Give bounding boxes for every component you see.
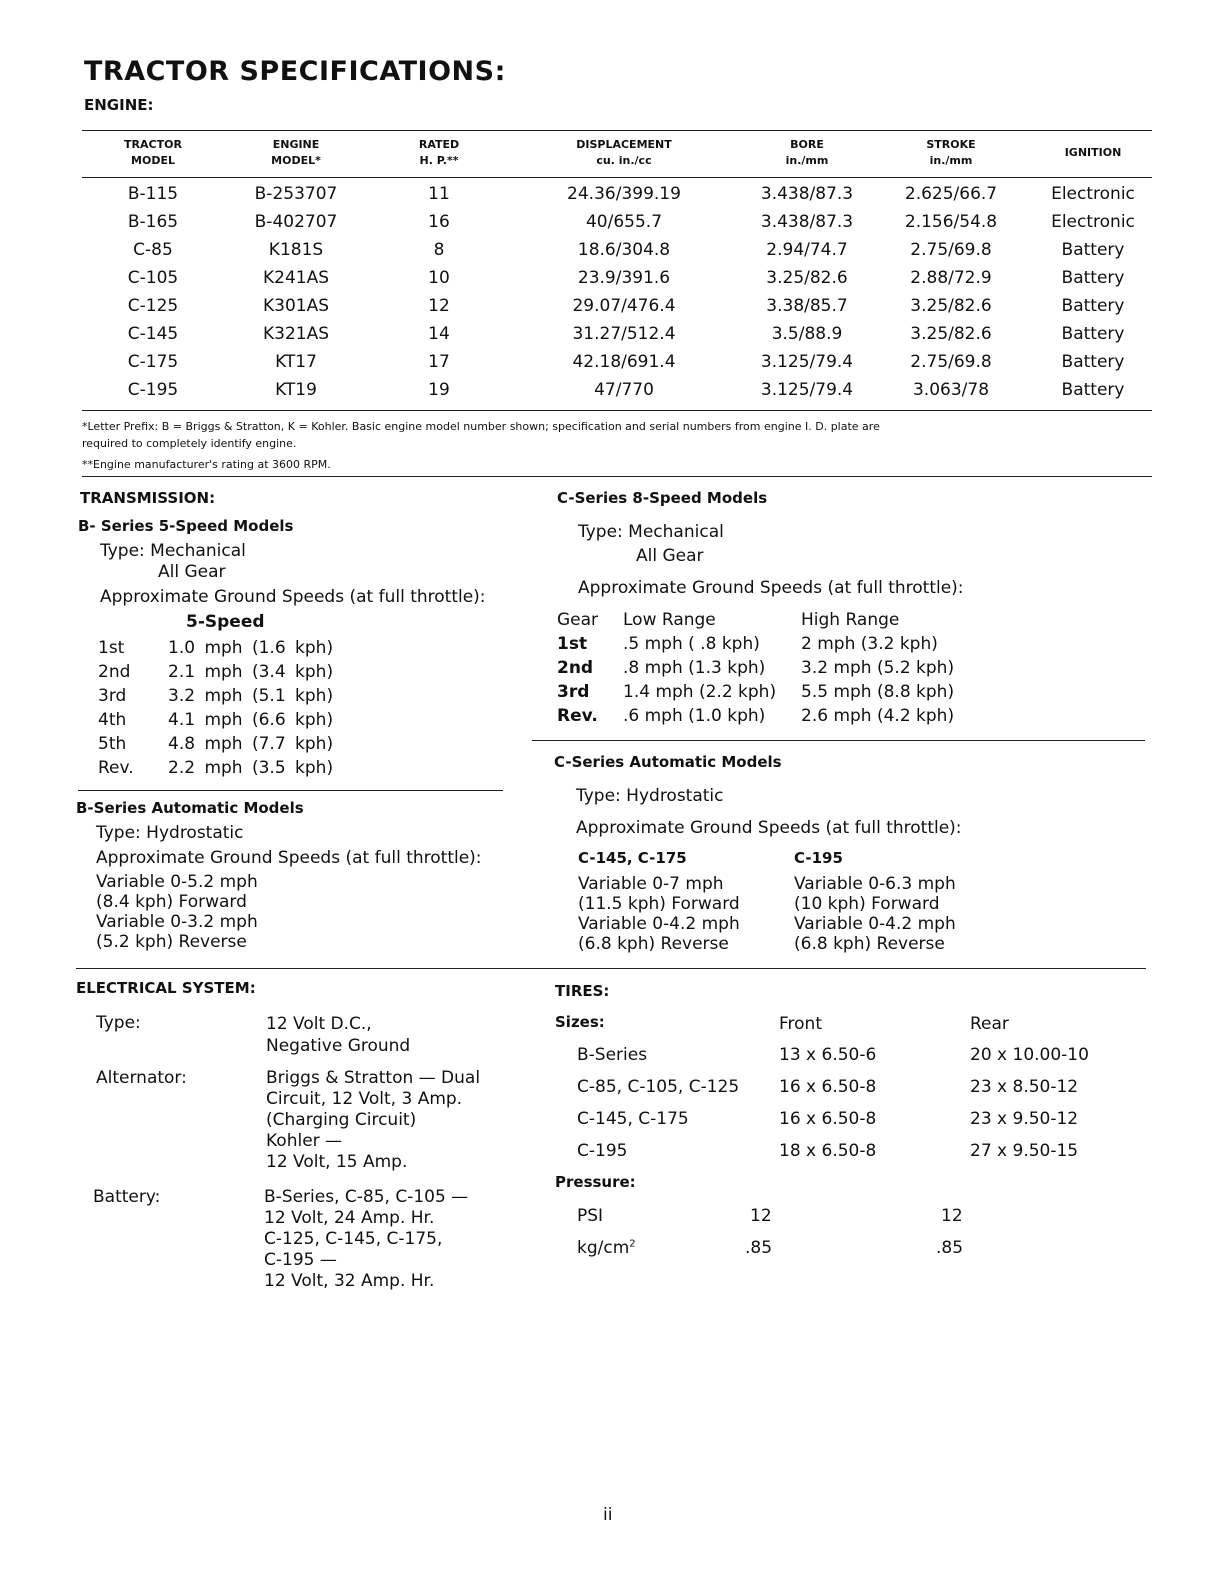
alternator-label: Alternator:	[96, 1068, 187, 1088]
table-cell: 3.25/82.6	[910, 324, 992, 344]
table-cell: 47/770	[594, 380, 654, 400]
high-range-speed: 5.5 mph (8.8 kph)	[801, 682, 955, 702]
table-cell: 31.27/512.4	[572, 324, 676, 344]
footnote-rating: **Engine manufacturer's rating at 3600 RPM.	[82, 458, 331, 471]
alternator-value: Briggs & Stratton — Dual Circuit, 12 Volt, 3 Amp. (Charging Circuit) Kohler — 12 Volt, 15 Amp.	[266, 1068, 481, 1172]
c8-type: Type: Mechanical	[578, 522, 724, 542]
gear-label: Rev.	[98, 758, 134, 778]
table-cell: 3.5/88.9	[771, 324, 843, 344]
table-cell: Electronic	[1051, 184, 1135, 204]
gear-speed: 4.8 mph (7.7 kph)	[168, 734, 334, 754]
cauto-left-heading: C-145, C-175	[578, 849, 687, 867]
gear-speed: 2.1 mph (3.4 kph)	[168, 662, 334, 682]
table-cell: C-195	[127, 380, 179, 400]
kg-rear: .85	[936, 1238, 964, 1258]
cauto-right-lines: Variable 0-6.3 mph (10 kph) Forward Variable 0-4.2 mph (6.8 kph) Reverse	[794, 874, 956, 954]
transmission-heading: TRANSMISSION:	[80, 489, 216, 507]
tires-heading: TIRES:	[555, 982, 610, 1000]
table-cell: Battery	[1061, 296, 1125, 316]
kg-front: .85	[745, 1238, 773, 1258]
page-number: ii	[603, 1505, 613, 1525]
table-cell: K241AS	[262, 268, 330, 288]
table-cell: Battery	[1061, 380, 1125, 400]
c-divider-rule	[532, 740, 1145, 741]
cauto-speeds-label: Approximate Ground Speeds (at full throttle):	[576, 818, 962, 838]
table-cell: 3.25/82.6	[910, 296, 992, 316]
table-cell: KT17	[275, 352, 317, 372]
tires-pressure-label: Pressure:	[555, 1173, 636, 1191]
tires-sizes-label: Sizes:	[555, 1013, 605, 1031]
table-header-rule	[82, 177, 1152, 178]
table-cell: 3.38/85.7	[766, 296, 848, 316]
gear-label: 3rd	[557, 682, 590, 702]
b5-speeds-label: Approximate Ground Speeds (at full throttle):	[100, 587, 486, 607]
table-cell: Battery	[1061, 352, 1125, 372]
low-range-speed: .8 mph (1.3 kph)	[623, 658, 766, 678]
table-cell: 24.36/399.19	[567, 184, 681, 204]
table-cell: K181S	[268, 240, 324, 260]
tire-front-size: 16 x 6.50-8	[779, 1109, 877, 1129]
engine-column-header: DISPLACEMENT cu. in./cc	[576, 138, 672, 167]
electrical-type-value: 12 Volt D.C., Negative Ground	[266, 1014, 411, 1056]
low-range-speed: .5 mph ( .8 kph)	[623, 634, 760, 654]
engine-column-header: ENGINE MODEL*	[271, 138, 321, 167]
tires-front-header: Front	[779, 1014, 822, 1034]
table-cell: 3.063/78	[912, 380, 990, 400]
high-range-speed: 3.2 mph (5.2 kph)	[801, 658, 955, 678]
gear-speed: 2.2 mph (3.5 kph)	[168, 758, 334, 778]
low-range-speed: 1.4 mph (2.2 kph)	[623, 682, 777, 702]
table-cell: B-115	[127, 184, 179, 204]
table-cell: Battery	[1061, 324, 1125, 344]
table-cell: 14	[428, 324, 450, 344]
gear-speed: 3.2 mph (5.1 kph)	[168, 686, 334, 706]
table-cell: 8	[433, 240, 445, 260]
table-cell: 17	[428, 352, 450, 372]
table-cell: 10	[428, 268, 450, 288]
table-cell: 16	[428, 212, 450, 232]
tire-model: C-195	[577, 1141, 628, 1161]
footnote-letter-prefix: *Letter Prefix: B = Briggs & Stratton, K = Kohler. Basic engine model number shown; specification and serial numbers from engine I. D. plate are required to completely identify engine.	[82, 420, 880, 450]
cauto-right-heading: C-195	[794, 849, 843, 867]
engine-column-header: IGNITION	[1064, 146, 1122, 159]
table-cell: 23.9/391.6	[577, 268, 671, 288]
c8-type-detail: All Gear	[636, 546, 704, 566]
cauto-left-lines: Variable 0-7 mph (11.5 kph) Forward Variable 0-4.2 mph (6.8 kph) Reverse	[578, 874, 740, 954]
gear-speed: 4.1 mph (6.6 kph)	[168, 710, 334, 730]
table-cell: Electronic	[1051, 212, 1135, 232]
b5-type: Type: Mechanical	[100, 541, 246, 561]
table-cell: 40/655.7	[585, 212, 663, 232]
psi-rear: 12	[941, 1206, 963, 1226]
engine-heading: ENGINE:	[84, 96, 154, 114]
table-cell: K301AS	[262, 296, 330, 316]
table-cell: B-165	[127, 212, 179, 232]
c8-speeds-label: Approximate Ground Speeds (at full throttle):	[578, 578, 964, 598]
tire-model: C-145, C-175	[577, 1109, 689, 1129]
table-cell: 3.438/87.3	[760, 184, 854, 204]
table-top-rule	[82, 130, 1152, 131]
gear-label: 2nd	[557, 658, 594, 678]
engine-column-header: RATED H. P.**	[418, 138, 460, 167]
engine-column-header: STROKE in./mm	[926, 138, 976, 167]
gear-speed: 1.0 mph (1.6 kph)	[168, 638, 334, 658]
bauto-speed-lines: Variable 0-5.2 mph (8.4 kph) Forward Variable 0-3.2 mph (5.2 kph) Reverse	[96, 872, 258, 952]
engine-column-header: TRACTOR MODEL	[124, 138, 182, 167]
battery-label: Battery:	[93, 1187, 161, 1207]
gear-label: 1st	[98, 638, 125, 658]
gear-label: 5th	[98, 734, 127, 754]
table-cell: 3.125/79.4	[760, 380, 854, 400]
b5-type-detail: All Gear	[158, 562, 226, 582]
table-cell: C-105	[127, 268, 179, 288]
table-cell: 2.75/69.8	[910, 352, 992, 372]
tire-rear-size: 27 x 9.50-15	[970, 1141, 1079, 1161]
tire-front-size: 18 x 6.50-8	[779, 1141, 877, 1161]
tire-rear-size: 23 x 9.50-12	[970, 1109, 1079, 1129]
bauto-speeds-label: Approximate Ground Speeds (at full throttle):	[96, 848, 482, 868]
gear-label: 1st	[557, 634, 588, 654]
c8-heading: C-Series 8-Speed Models	[557, 489, 768, 507]
table-cell: 29.07/476.4	[572, 296, 676, 316]
b5-col-heading: 5-Speed	[186, 612, 265, 632]
bauto-type: Type: Hydrostatic	[96, 823, 244, 843]
table-bottom-rule	[82, 410, 1152, 411]
tire-model: B-Series	[577, 1045, 648, 1065]
high-range-speed: 2.6 mph (4.2 kph)	[801, 706, 955, 726]
table-cell: 2.625/66.7	[904, 184, 998, 204]
gear-label: Rev.	[557, 706, 598, 726]
table-cell: C-175	[127, 352, 179, 372]
table-cell: 2.88/72.9	[910, 268, 992, 288]
page-title: TRACTOR SPECIFICATIONS:	[84, 56, 506, 87]
tire-model: C-85, C-105, C-125	[577, 1077, 740, 1097]
battery-value: B-Series, C-85, C-105 — 12 Volt, 24 Amp. Hr. C-125, C-145, C-175, C-195 — 12 Volt, 32 Amp. Hr.	[264, 1187, 469, 1291]
table-cell: 2.75/69.8	[910, 240, 992, 260]
tire-front-size: 16 x 6.50-8	[779, 1077, 877, 1097]
kg-label: $kg/cm^2$	[577, 1238, 636, 1258]
high-range-speed: 2 mph (3.2 kph)	[801, 634, 938, 654]
table-cell: 3.125/79.4	[760, 352, 854, 372]
c8-gear-header: Gear	[557, 610, 599, 630]
table-cell: 3.438/87.3	[760, 212, 854, 232]
table-cell: C-85	[133, 240, 173, 260]
tires-rear-header: Rear	[970, 1014, 1009, 1034]
cauto-type: Type: Hydrostatic	[576, 786, 724, 806]
table-cell: 2.94/74.7	[766, 240, 848, 260]
b-divider-rule	[78, 790, 503, 791]
table-cell: 19	[428, 380, 450, 400]
table-cell: B-402707	[254, 212, 338, 232]
bauto-heading: B-Series Automatic Models	[76, 799, 304, 817]
section-rule-2	[76, 968, 1146, 969]
tire-rear-size: 20 x 10.00-10	[970, 1045, 1089, 1065]
psi-front: 12	[750, 1206, 772, 1226]
table-cell: KT19	[275, 380, 317, 400]
table-cell: 11	[428, 184, 450, 204]
table-cell: C-125	[127, 296, 179, 316]
table-cell: K321AS	[262, 324, 330, 344]
c8-low-header: Low Range	[623, 610, 716, 630]
table-cell: C-145	[127, 324, 179, 344]
electrical-heading: ELECTRICAL SYSTEM:	[76, 979, 256, 997]
psi-label: PSI	[577, 1206, 604, 1226]
table-cell: 3.25/82.6	[766, 268, 848, 288]
engine-column-header: BORE in./mm	[785, 138, 829, 167]
table-cell: B-253707	[254, 184, 338, 204]
gear-label: 3rd	[98, 686, 127, 706]
table-cell: 42.18/691.4	[572, 352, 676, 372]
electrical-type-label: Type:	[96, 1013, 141, 1033]
table-cell: 2.156/54.8	[904, 212, 998, 232]
table-cell: 18.6/304.8	[577, 240, 671, 260]
table-cell: Battery	[1061, 268, 1125, 288]
table-cell: Battery	[1061, 240, 1125, 260]
gear-label: 2nd	[98, 662, 131, 682]
section-rule	[82, 476, 1152, 477]
table-cell: 12	[428, 296, 450, 316]
tire-front-size: 13 x 6.50-6	[779, 1045, 877, 1065]
gear-label: 4th	[98, 710, 127, 730]
b5-heading: B- Series 5-Speed Models	[78, 517, 294, 535]
tire-rear-size: 23 x 8.50-12	[970, 1077, 1079, 1097]
cauto-heading: C-Series Automatic Models	[554, 753, 782, 771]
low-range-speed: .6 mph (1.0 kph)	[623, 706, 766, 726]
c8-high-header: High Range	[801, 610, 900, 630]
